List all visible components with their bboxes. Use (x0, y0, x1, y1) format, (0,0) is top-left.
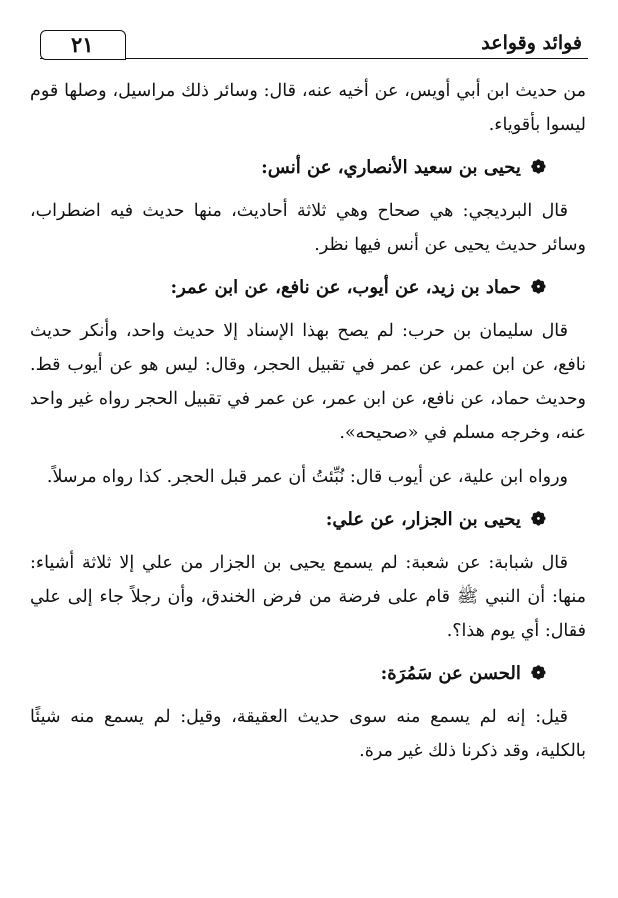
heading-text: حماد بن زيد، عن أيوب، عن نافع، عن ابن عمر: (170, 277, 521, 298)
book-title: فوائد وقواعد (481, 32, 582, 54)
paragraph: من حديث ابن أبي أويس، عن أخيه عنه، قال: وسائر ذلك مراسيل، وصلها قوم ليسوا بأقوياء. (30, 81, 586, 135)
flower-icon: ❁ (530, 663, 546, 684)
paragraph: ورواه ابن علية، عن أيوب قال: نُبِّئتُ أن عمر قبل الحجر. كذا رواه مرسلاً. (46, 467, 568, 487)
page-number-box (40, 30, 126, 60)
flower-icon: ❁ (530, 509, 546, 530)
heading-text: يحيى بن الجزار، عن علي: (325, 509, 521, 530)
paragraph: قيل: إنه لم يسمع منه سوى حديث العقيقة، وقيل: لم يسمع منه شيئًا بالكلية، وقد ذكرنا ذلك غير مرة. (30, 707, 586, 761)
flower-icon: ❁ (530, 157, 546, 178)
page-header (40, 30, 588, 60)
section-heading (30, 658, 586, 690)
paragraph: قال شبابة: عن شعبة: لم يسمع يحيى بن الجزار من علي إلا ثلاثة أشياء: منها: أن النبي ﷺ قام على فرضة من فرض الخندق، وأن رجلاً جاء إلى علي فقال: أي يوم هذا؟. (30, 553, 586, 641)
page-body (30, 74, 586, 778)
section-heading (30, 152, 586, 184)
paragraph: قال البرديجي: هي صحاح وهي ثلاثة أحاديث، منها حديث فيه اضطراب، وسائر حديث يحيى عن أنس فيها نظر. (30, 201, 586, 255)
heading-text: الحسن عن سَمُرَة: (380, 663, 521, 684)
flower-icon: ❁ (530, 277, 546, 298)
section-heading (30, 504, 586, 536)
paragraph: قال سليمان بن حرب: لم يصح بهذا الإسناد إلا حديث واحد، وأنكر حديث نافع، عن ابن عمر، عن عمر في تقبيل الحجر، وقال: ليس هو عن أيوب قط. وحديث حماد، عن نافع، عن ابن عمر، عن عمر في تقبيل الحجر رواه غير واحد عنه، وخرجه مسلم في «صحيحه». (30, 321, 586, 443)
page-number: ٢١ (71, 32, 94, 57)
heading-text: يحيى بن سعيد الأنصاري، عن أنس: (261, 157, 521, 178)
section-heading (30, 272, 586, 304)
